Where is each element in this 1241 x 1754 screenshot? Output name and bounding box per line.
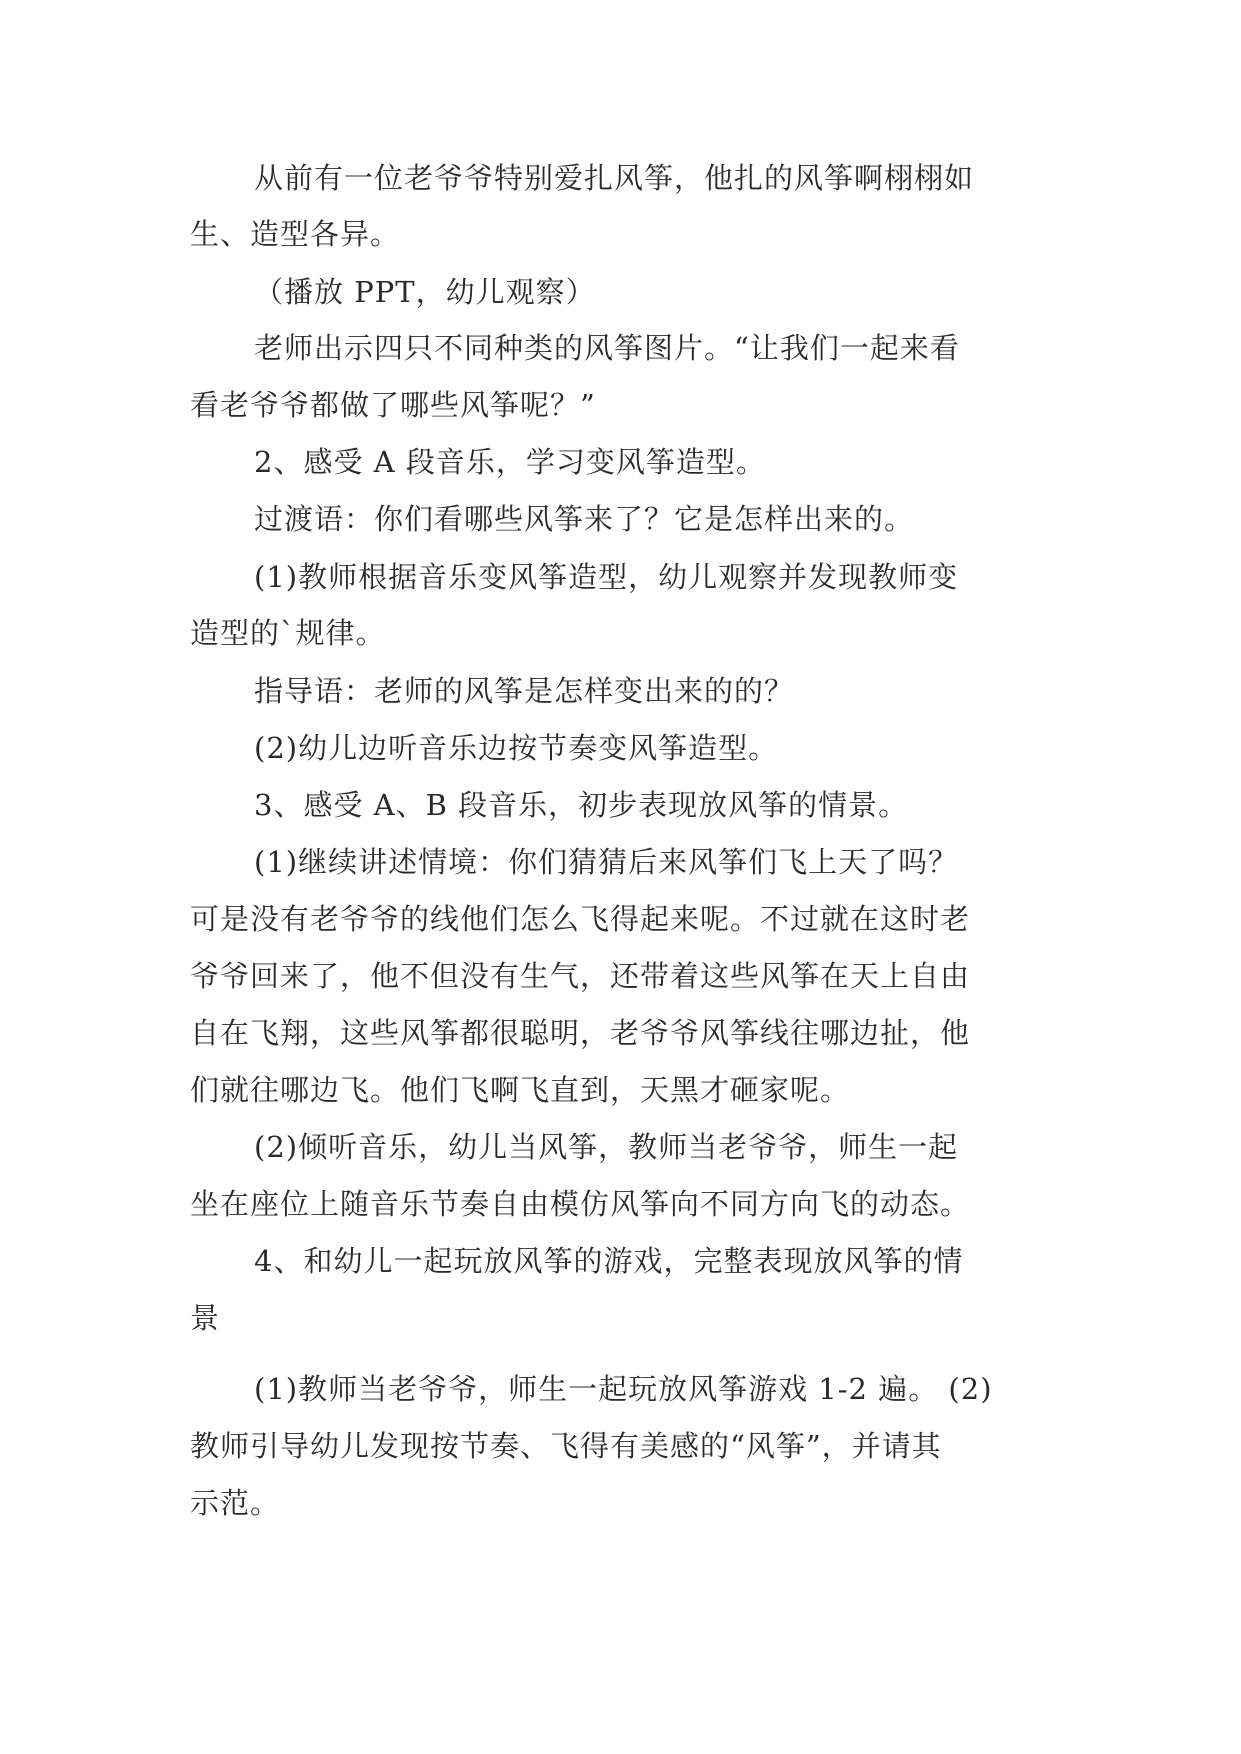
text-line: 爷爷回来了，他不但没有生气，还带着这些风筝在天上自由 bbox=[190, 959, 971, 993]
text-line: (1)教师根据音乐变风筝造型，幼儿观察并发现教师变 bbox=[254, 560, 959, 594]
text-line: （播放 PPT，幼儿观察） bbox=[254, 275, 596, 309]
text-line: 看老爷爷都做了哪些风筝呢？” bbox=[190, 388, 596, 422]
text-line: 4、和幼儿一起玩放风筝的游戏，完整表现放风筝的情 bbox=[254, 1244, 964, 1278]
text-line: (1)教师当老爷爷，师生一起玩放风筝游戏 1-2 遍。 (2) bbox=[254, 1372, 993, 1406]
text-line: (1)继续讲述情境：你们猜猜后来风筝们飞上天了吗？ bbox=[254, 845, 959, 879]
text-line: 自在飞翔，这些风筝都很聪明，老爷爷风筝线往哪边扯，他 bbox=[190, 1016, 971, 1050]
text-line: 景 bbox=[190, 1301, 221, 1335]
text-line: 可是没有老爷爷的线他们怎么飞得起来呢。不过就在这时老 bbox=[190, 902, 971, 936]
text-line: 生、造型各异。 bbox=[190, 217, 401, 251]
text-line: 过渡语：你们看哪些风筝来了？它是怎样出来的。 bbox=[254, 502, 915, 536]
text-line: 坐在座位上随音乐节奏自由模仿风筝向不同方向飞的动态。 bbox=[190, 1187, 971, 1221]
text-line: (2)倾听音乐，幼儿当风筝，教师当老爷爷，师生一起 bbox=[254, 1130, 959, 1164]
text-line: 造型的`规律。 bbox=[190, 616, 386, 650]
text-line: 从前有一位老爷爷特别爱扎风筝，他扎的风筝啊栩栩如 bbox=[254, 161, 975, 195]
text-line: 老师出示四只不同种类的风筝图片。“让我们一起来看 bbox=[254, 331, 960, 365]
text-line: 示范。 bbox=[190, 1486, 281, 1520]
text-line: (2)幼儿边听音乐边按节奏变风筝造型。 bbox=[254, 731, 779, 765]
text-line: 2、感受 A 段音乐，学习变风筝造型。 bbox=[254, 445, 766, 479]
text-line: 指导语：老师的风筝是怎样变出来的的？ bbox=[254, 674, 795, 708]
text-line: 们就往哪边飞。他们飞啊飞直到，天黑才砸家呢。 bbox=[190, 1073, 851, 1107]
text-line: 教师引导幼儿发现按节奏、飞得有美感的“风筝”，并请其 bbox=[190, 1429, 942, 1463]
text-line: 3、感受 A、B 段音乐，初步表现放风筝的情景。 bbox=[254, 788, 909, 822]
